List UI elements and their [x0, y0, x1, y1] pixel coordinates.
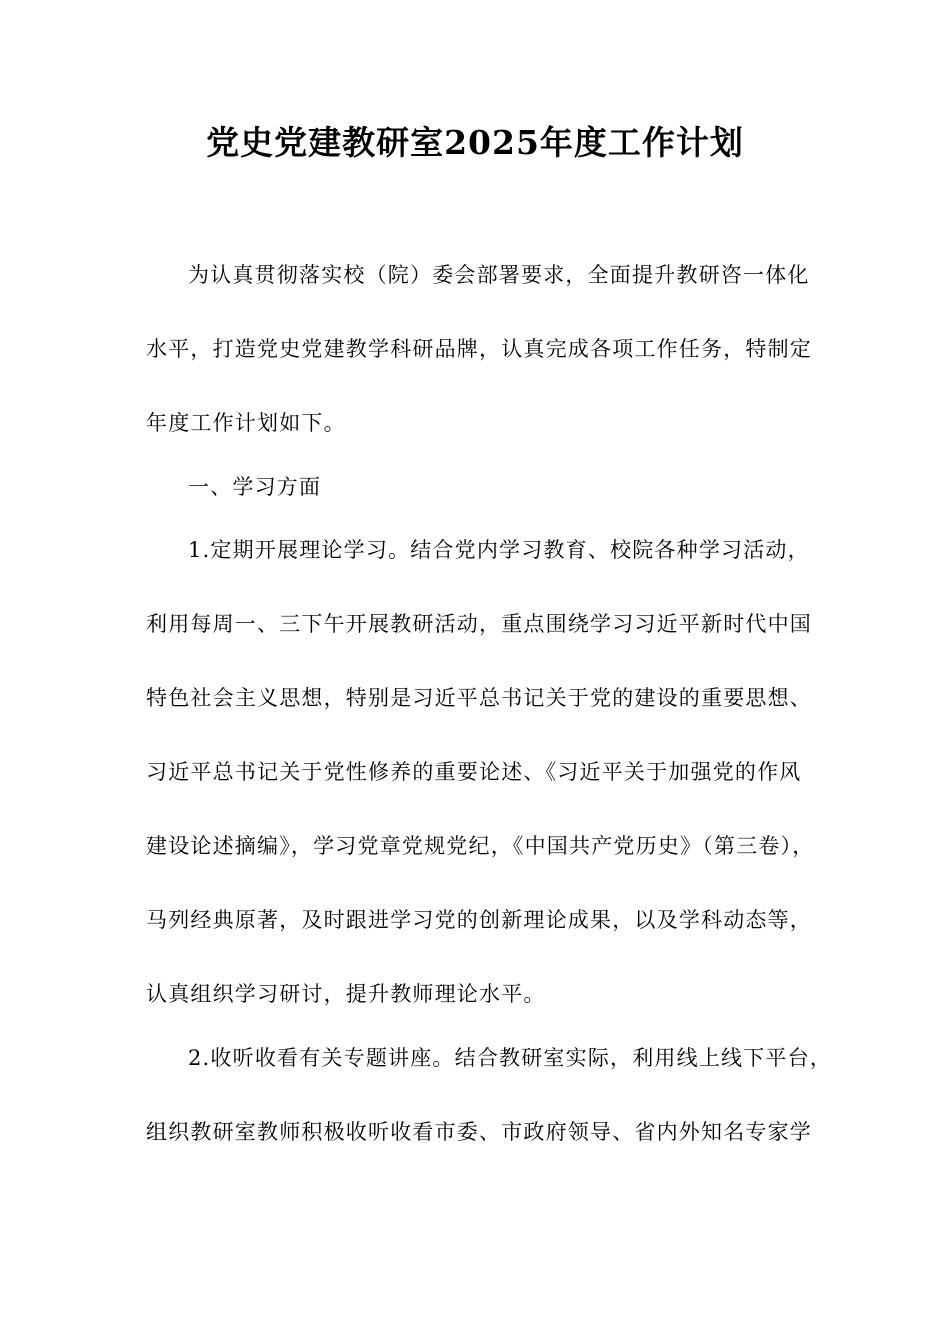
item-2-line-1: 2.收听收看有关专题讲座。结合教研室实际，利用线上线下平台，: [188, 1046, 833, 1070]
paragraph-intro-line-1: 为认真贯彻落实校（院）委会部署要求，全面提升教研咨一体化: [188, 263, 810, 287]
item-1-line-2: 利用每周一、三下午开展教研活动，重点围绕学习习近平新时代中国: [146, 612, 812, 636]
item-1-line-6: 马列经典原著，及时跟进学习党的创新理论成果，以及学科动态等，: [146, 908, 812, 932]
item-1-line-3: 特色社会主义思想，特别是习近平总书记关于党的建设的重要思想、: [146, 686, 812, 710]
item-1-line-5: 建设论述摘编》，学习党章党规党纪，《中国共产党历史》（第三卷），: [146, 834, 815, 858]
item-1-line-1: 1.定期开展理论学习。结合党内学习教育、校院各种学习活动，: [188, 538, 810, 562]
item-2-line-2: 组织教研室教师积极收听收看市委、市政府领导、省内外知名专家学: [146, 1120, 812, 1144]
section-heading-study: 一、学习方面: [188, 475, 322, 499]
paragraph-intro-line-3: 年度工作计划如下。: [146, 411, 346, 435]
item-1-line-7: 认真组织学习研讨，提升教师理论水平。: [146, 982, 546, 1006]
item-1-line-4: 习近平总书记关于党性修养的重要论述、《习近平关于加强党的作风: [146, 760, 802, 784]
document-title: 党史党建教研室2025年度工作计划: [206, 123, 744, 162]
paragraph-intro-line-2: 水平，打造党史党建教学科研品牌，认真完成各项工作任务，特制定: [146, 337, 812, 361]
